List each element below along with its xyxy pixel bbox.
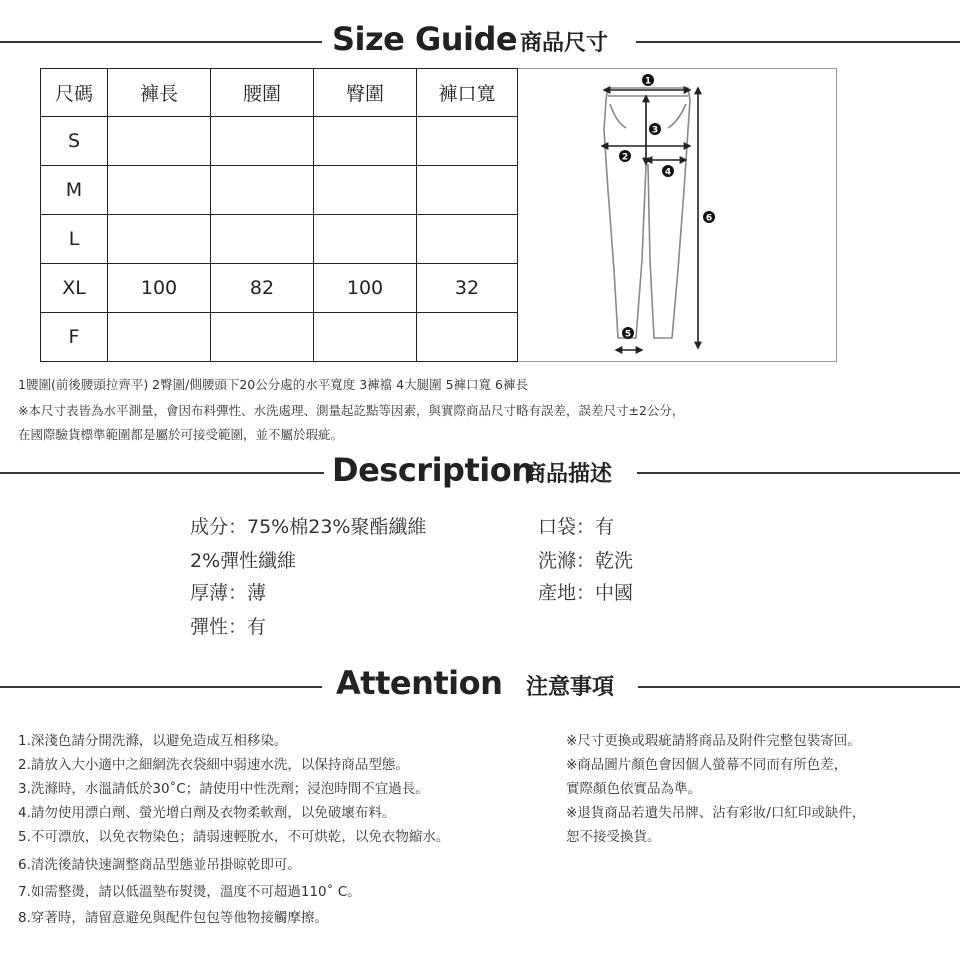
- header-hem-width: 褲口寬: [417, 69, 518, 117]
- policy-item-3-cont: 恕不接受換貨。: [566, 829, 661, 845]
- cell-waist: [211, 166, 314, 215]
- size-note-legend: 1腰圍(前後腰頭拉齊平) 2臀圍/側腰頭下20公分處的水平寬度 3褲襠 4大腿圍 5褲口寬 6褲長: [18, 377, 528, 392]
- header-length: 褲長: [108, 69, 211, 117]
- marker-4-label: 4: [664, 167, 672, 178]
- size-label: XL: [41, 264, 108, 313]
- policy-item-2: ※商品圖片顏色會因個人螢幕不同而有所色差，: [566, 757, 848, 773]
- cell-hem-width: [417, 117, 518, 166]
- size-label: F: [41, 313, 108, 362]
- attention-rule-left: [0, 686, 322, 688]
- description-rule-right: [637, 472, 960, 474]
- header-hip: 臀圍: [314, 69, 417, 117]
- size-label: M: [41, 166, 108, 215]
- cell-hem-width: 32: [417, 264, 518, 313]
- cell-hip: [314, 166, 417, 215]
- cell-length: [108, 166, 211, 215]
- marker-3-label: 3: [651, 125, 659, 136]
- desc-washing: 洗滌：乾洗: [538, 550, 634, 572]
- attention-title-zh: 注意事項: [526, 675, 615, 700]
- cell-hem-width: [417, 215, 518, 264]
- cell-hem-width: [417, 313, 518, 362]
- care-item-4: 4.請勿使用漂白劑、螢光增白劑及衣物柔軟劑，以免破壞布料。: [18, 805, 396, 821]
- cell-waist: 82: [211, 264, 314, 313]
- marker-6: [703, 211, 715, 224]
- cell-length: [108, 117, 211, 166]
- size-note-disclaimer: ※本尺寸表皆為水平測量，會因布料彈性、水洗處理、測量起訖點等因素，與實際商品尺寸略有誤差，誤差尺寸±2公分，: [18, 403, 685, 418]
- table-row: [41, 166, 518, 215]
- size-label: L: [41, 215, 108, 264]
- care-item-2: 2.請放入大小適中之細網洗衣袋細中弱速水洗，以保持商品型態。: [18, 757, 409, 773]
- table-row: [41, 117, 518, 166]
- size-guide-title-zh: 商品尺寸: [520, 31, 609, 56]
- cell-hip: [314, 313, 417, 362]
- marker-4: [662, 165, 674, 178]
- policy-item-1: ※尺寸更換或瑕疵請將商品及附件完整包裝寄回。: [566, 733, 861, 749]
- size-guide-rule-left: [0, 41, 322, 43]
- size-table-header: [41, 69, 518, 117]
- description-rule-left: [0, 472, 324, 474]
- table-row: [41, 215, 518, 264]
- desc-thickness: 厚薄：薄: [190, 582, 267, 604]
- attention-title: Attention: [336, 664, 503, 702]
- size-note-disclaimer-cont: 在國際驗貨標準範圍都是屬於可接受範圍，並不屬於瑕疵。: [18, 427, 344, 442]
- marker-2-label: 2: [621, 152, 629, 163]
- policy-item-2-cont: 實際顏色依實品為準。: [566, 781, 701, 797]
- cell-waist: [211, 117, 314, 166]
- table-row: [41, 313, 518, 362]
- description-title: Description: [332, 451, 534, 489]
- care-item-8: 8.穿著時，請留意避免與配件包包等他物接觸摩擦。: [18, 910, 328, 926]
- marker-5-label: 5: [624, 329, 632, 340]
- size-table: [40, 68, 518, 362]
- pants-outline: [604, 88, 690, 338]
- desc-origin: 產地：中國: [538, 582, 634, 604]
- cell-hip: [314, 117, 417, 166]
- care-item-1: 1.深淺色請分開洗滌，以避免造成互相移染。: [18, 733, 288, 749]
- marker-3: [649, 123, 661, 136]
- cell-hip: 100: [314, 264, 417, 313]
- cell-waist: [211, 313, 314, 362]
- marker-6-label: 6: [705, 213, 713, 224]
- care-item-5: 5.不可漂放，以免衣物染色；請弱速輕脫水，不可烘乾，以免衣物縮水。: [18, 829, 450, 845]
- pants-measurement-diagram: [518, 70, 834, 358]
- cell-hip: [314, 215, 417, 264]
- size-label: S: [41, 117, 108, 166]
- desc-material-cont: 2%彈性纖維: [190, 550, 297, 572]
- cell-hem-width: [417, 166, 518, 215]
- desc-material: 成分：75%棉23%聚酯纖維: [190, 516, 427, 538]
- table-row: [41, 264, 518, 313]
- cell-length: [108, 313, 211, 362]
- size-guide-title: Size Guide: [332, 20, 518, 58]
- attention-rule-right: [638, 686, 960, 688]
- cell-length: 100: [108, 264, 211, 313]
- size-guide-rule-right: [636, 41, 960, 43]
- care-item-7: 7.如需整燙，請以低溫墊布熨燙，溫度不可超過110˚ C。: [18, 884, 361, 900]
- header-size: 尺碼: [41, 69, 108, 117]
- marker-1-label: 1: [644, 76, 652, 87]
- marker-1: [642, 74, 654, 87]
- desc-pocket: 口袋：有: [538, 516, 615, 538]
- care-item-3: 3.洗滌時，水溫請低於30˚C；請使用中性洗劑；浸泡時間不宜過長。: [18, 781, 429, 797]
- cell-waist: [211, 215, 314, 264]
- cell-length: [108, 215, 211, 264]
- care-item-6: 6.清洗後請快速調整商品型態並吊掛晾乾即可。: [18, 857, 301, 873]
- description-title-zh: 商品描述: [524, 462, 613, 487]
- desc-elasticity: 彈性：有: [190, 616, 267, 638]
- header-waist: 腰圍: [211, 69, 314, 117]
- marker-2: [619, 150, 631, 163]
- policy-item-3: ※退貨商品若遺失吊牌、沾有彩妝/口紅印或缺件，: [566, 805, 866, 821]
